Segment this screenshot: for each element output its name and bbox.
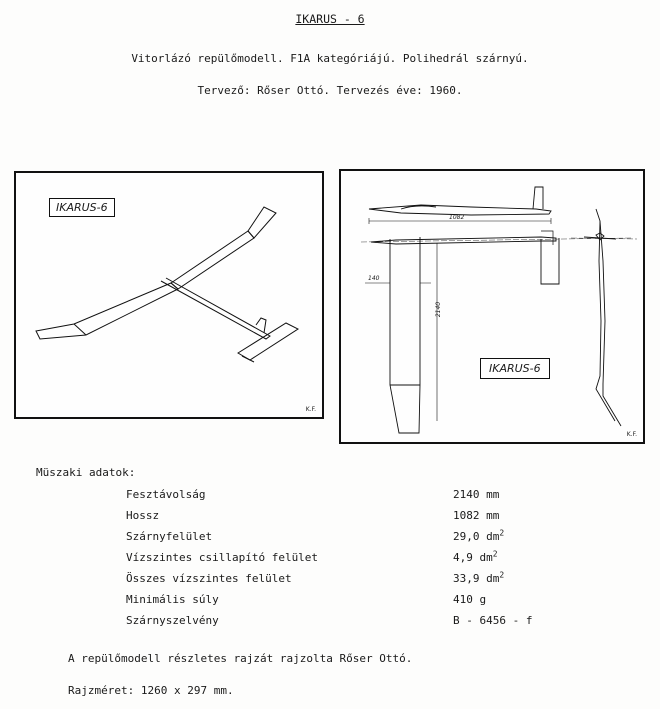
length-dimension: 1082 xyxy=(449,214,465,221)
three-view-label: IKARUS-6 xyxy=(480,358,550,379)
drawer-initials: K.F. xyxy=(626,431,637,438)
spec-value: 33,9 $dm^2$ xyxy=(453,570,505,585)
model-description: Vitorlázó repülőmodell. F1A kategóriájú. Polihedrál szárnyú. xyxy=(131,52,529,65)
spec-value: 2140 mm xyxy=(453,488,500,501)
perspective-drawing xyxy=(14,171,324,419)
spec-value: 1082 mm xyxy=(453,509,500,522)
spec-label: Szárnyfelület xyxy=(126,530,213,543)
spec-label: Fesztávolság xyxy=(126,488,206,501)
perspective-label: IKARUS-6 xyxy=(49,198,115,217)
drawing-credit: A repülőmodell részletes rajzát rajzolta Rőser Ottó. xyxy=(68,652,413,665)
drawer-initials: K.F. xyxy=(305,406,316,413)
spec-value: B - 6456 - f xyxy=(453,614,533,627)
spec-value: 29,0 $dm^2$ xyxy=(453,528,505,543)
spec-label: Összes vízszintes felület xyxy=(126,572,292,585)
span-dimension: 2140 xyxy=(435,301,443,318)
chord-dimension: 140 xyxy=(368,275,380,282)
three-view-drawing xyxy=(339,169,645,444)
spec-label: Vízszintes csillapító felület xyxy=(126,551,319,564)
spec-label: Hossz xyxy=(126,509,160,522)
spec-value: 410 g xyxy=(453,593,487,606)
specs-heading: Müszaki adatok: xyxy=(36,466,136,479)
spec-label: Szárnyszelvény xyxy=(126,614,219,627)
spec-label: Minimális súly xyxy=(126,593,219,606)
designer-line: Tervező: Rőser Ottó. Tervezés éve: 1960. xyxy=(197,84,463,97)
spec-value: 4,9 $dm^2$ xyxy=(453,549,498,564)
document-title: IKARUS - 6 xyxy=(295,12,365,26)
drawing-size: Rajzméret: 1260 x 297 mm. xyxy=(68,684,234,697)
glider-three-view-illustration xyxy=(341,171,643,442)
